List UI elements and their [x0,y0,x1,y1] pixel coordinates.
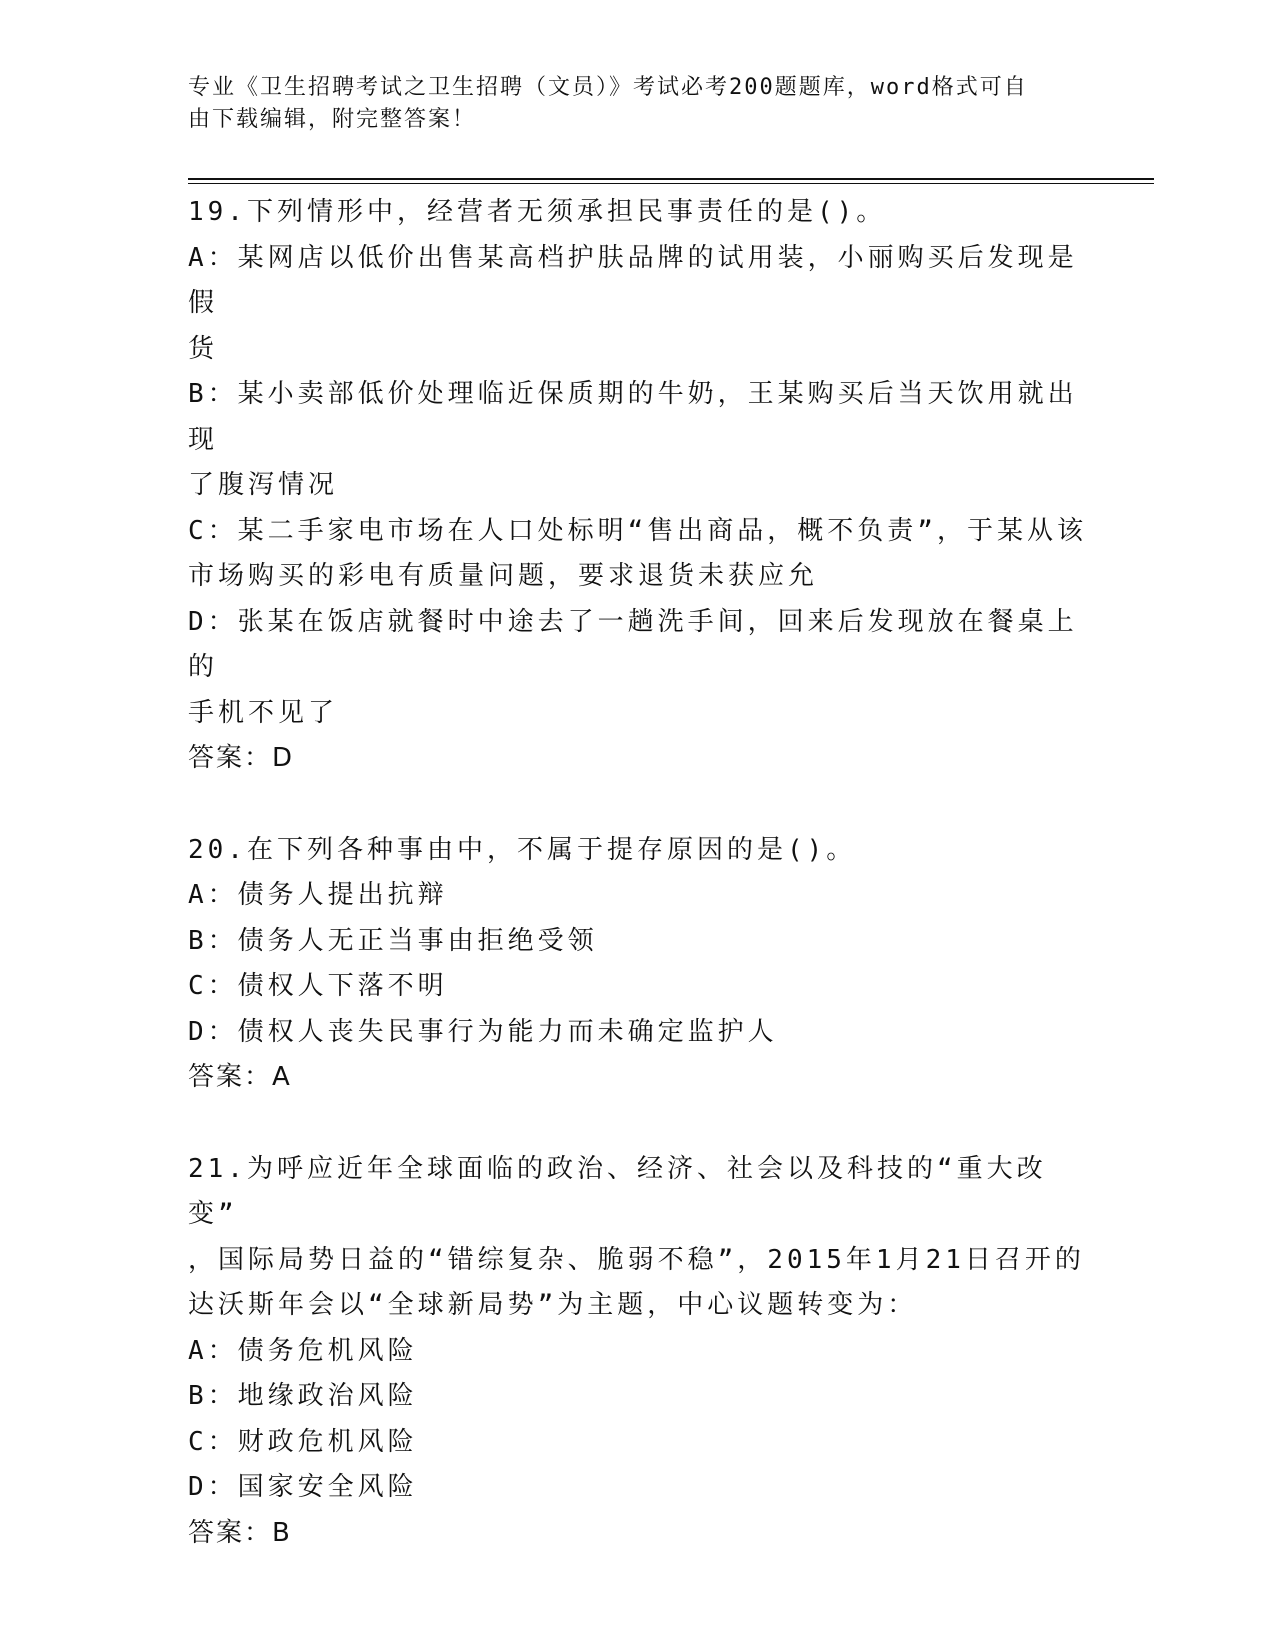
option-c: C：财政危机风险 [188,1426,418,1457]
question-19 [188,190,1088,782]
option-b: B：债务人无正当事由拒绝受领 [188,925,598,956]
option-c [188,509,1088,600]
option-line: 手机不见了 [188,697,339,728]
question-stem-line: 达沃斯年会以“全球新局势”为主题，中心议题转变为： [188,1290,918,1320]
header-line-1: 专业《卫生招聘考试之卫生招聘（文员）》考试必考200题题库，word格式可自 [188,75,1028,100]
option-c: C：债权人下落不明 [188,971,448,1001]
option-line: A：某网店以低价出售某高档护肤品牌的试用装，小丽购买后发现是假 [188,242,1078,318]
option-line: C：某二手家电市场在人口处标明“售出商品，概不负责”，于某从该 [188,515,1087,546]
option-line: 货 [188,333,219,364]
option-a: A：债务危机风险 [188,1335,418,1366]
option-a [188,236,1088,373]
option-b [188,372,1088,509]
header-divider-thin [188,183,1154,184]
answer-label: 答案：A [188,1062,292,1092]
question-stem: 20.在下列各种事由中，不属于提存原因的是()。 [188,834,857,865]
option-d: D：债权人丧失民事行为能力而未确定监护人 [188,1016,778,1047]
header-line-2: 由下载编辑，附完整答案！ [188,107,477,132]
option-line: D：张某在饭店就餐时中途去了一趟洗手间，回来后发现放在餐桌上的 [188,606,1078,682]
option-line: 市场购买的彩电有质量问题，要求退货未获应允 [188,561,819,591]
header-divider-thick [188,178,1154,180]
question-21 [188,1147,1088,1557]
question-stem: 19.下列情形中，经营者无须承担民事责任的是()。 [188,197,887,227]
question-stem-line: 21.为呼应近年全球面临的政治、经济、社会以及科技的“重大改变” [188,1153,1047,1229]
question-stem-line: ，国际局势日益的“错综复杂、脆弱不稳”，2015年1月21日召开的 [188,1244,1085,1275]
answer-label: 答案：B [188,1517,292,1548]
option-b: B：地缘政治风险 [188,1381,418,1411]
option-d [188,600,1088,737]
question-list [188,190,1088,1602]
option-line: 了腹泻情况 [188,470,339,500]
option-d: D：国家安全风险 [188,1472,418,1502]
option-line: B：某小卖部低价处理临近保质期的牛奶，王某购买后当天饮用就出现 [188,379,1078,455]
question-20 [188,828,1088,1101]
answer-label: 答案：D [188,743,295,773]
document-header [188,72,1068,136]
option-a: A：债务人提出抗辩 [188,880,448,910]
